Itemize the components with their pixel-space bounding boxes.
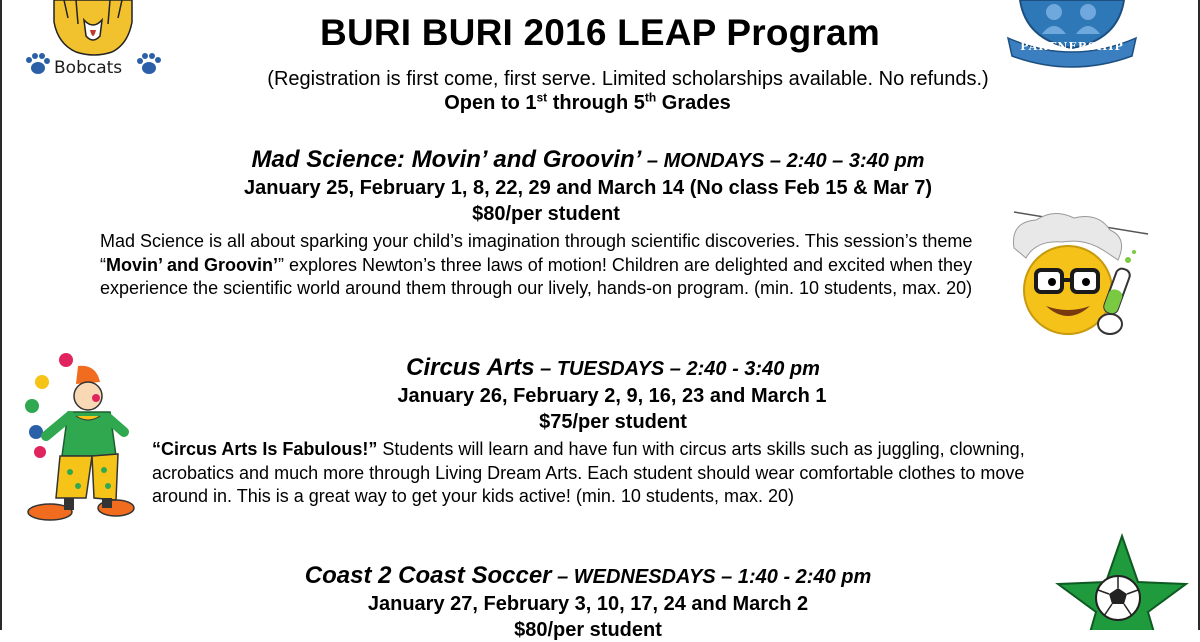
bobcats-label: Bobcats [54,58,123,78]
class-price: $75/per student [539,411,687,433]
scientist-emoji-icon [1006,208,1156,340]
grades-sup-1: st [536,90,548,105]
class-name: Coast 2 Coast Soccer [304,562,552,589]
desc-theme: “Circus Arts Is Fabulous!” [152,439,378,459]
class-description [152,438,1032,509]
class-description [100,230,980,301]
class-heading-soccer [0,562,1176,590]
desc-part-1: Mad Science is all about sparking your child’s imagination through scientific discoveries. This session’s theme “ [100,231,973,275]
class-dates: January 26, February 2, 9, 16, 23 and March 1 [397,385,827,407]
partnership-label: PARTNERSHIP [1020,40,1124,53]
juggling-clown-icon [16,352,136,536]
desc-theme: Movin’ and Groovin’ [106,254,279,275]
grades-line [0,92,1175,115]
page-title: BURI BURI 2016 LEAP Program [320,12,880,53]
class-name: Mad Science: Movin’ and Groovin’ [251,146,642,173]
soccer-star-icon [1052,532,1192,630]
class-heading-mad-science [0,146,1176,174]
desc-part-2: ” explores Newton’s three laws of motion! Children are delighted and excited when they experience the scientific world around them through our lively, hands-on program. (min. 10 students, max. 20) [100,254,973,298]
grades-text-2: through 5 [547,92,645,114]
desc-part-2: Students will learn and have fun with circus arts skills such as juggling, clowning, acrobatics and much more through Living Dream Arts. Each student should wear comfortable clothes to move around in. This is a great way to get your kids active! (min. 10 students, max. 20) [152,439,1025,506]
grades-sup-2: th [644,90,657,105]
class-schedule: – MONDAYS – 2:40 – 3:40 pm [641,150,925,172]
registration-note: (Registration is first come, first serve. Limited scholarships available. No refunds.) [267,68,989,90]
grades-text-1: Open to 1 [444,92,537,114]
class-price: $80/per student [472,203,620,225]
class-name: Circus Arts [406,354,535,381]
class-dates: January 27, February 3, 10, 17, 24 and March 2 [367,593,809,615]
class-dates: January 25, February 1, 8, 22, 29 and March 14 (No class Feb 15 & Mar 7) [243,177,933,199]
class-price: $80/per student [514,619,662,641]
class-schedule: – WEDNESDAYS – 1:40 - 2:40 pm [551,566,872,588]
class-heading-circus-arts [0,354,1200,382]
grades-text-3: Grades [656,92,731,114]
class-schedule: – TUESDAYS – 2:40 - 3:40 pm [534,358,820,380]
